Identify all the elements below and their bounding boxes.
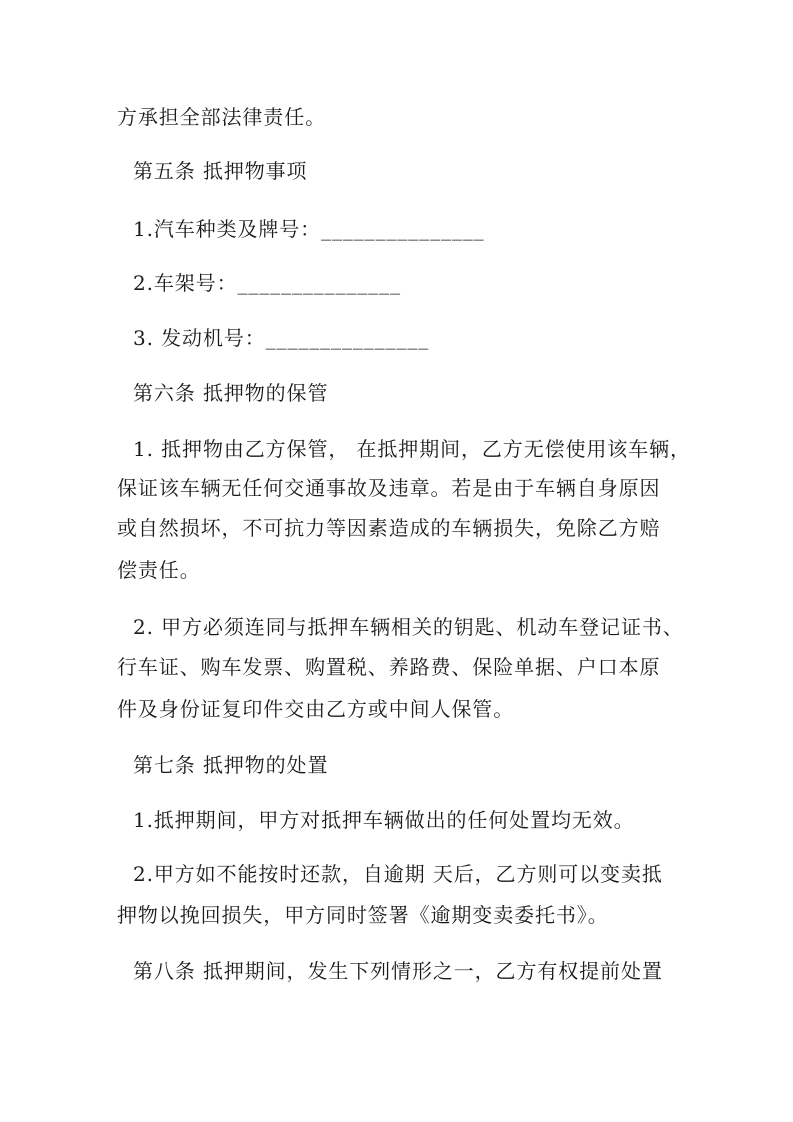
article-7-heading: 第七条 抵押物的处置: [133, 753, 329, 777]
paragraph-continuation: 方承担全部法律责任。: [117, 105, 326, 129]
article-7-item-2-line-1: 2.甲方如不能按时还款，自逾期 天后，乙方则可以变卖抵: [133, 862, 663, 886]
article-6-item-2-line-2: 行车证、购车发票、购置税、养路费、保险单据、户口本原: [117, 655, 661, 679]
article-6-item-1-line-1: 1. 抵押物由乙方保管， 在抵押期间，乙方无偿使用该车辆，: [133, 437, 691, 461]
article-6-item-2-line-3: 件及身份证复印件交由乙方或中间人保管。: [117, 697, 515, 721]
article-7-item-2-line-2: 押物以挽回损失，甲方同时签署《逾期变卖委托书》。: [117, 903, 609, 927]
article-6-item-1-line-3: 或自然损坏，不可抗力等因素造成的车辆损失，免除乙方赔: [117, 516, 661, 540]
item-engine-number: 3. 发动机号：_______________: [133, 326, 430, 350]
article-7-item-1: 1.抵押期间，甲方对抵押车辆做出的任何处置均无效。: [133, 808, 635, 832]
article-8-heading: 第八条 抵押期间，发生下列情形之一，乙方有权提前处置: [133, 959, 663, 983]
item-frame-number: 2.车架号：_______________: [133, 271, 401, 295]
article-6-heading: 第六条 抵押物的保管: [133, 381, 329, 405]
item-vehicle-type-plate: 1.汽车种类及牌号：_______________: [133, 217, 485, 241]
article-6-item-1-line-4: 偿责任。: [117, 558, 201, 582]
article-6-item-1-line-2: 保证该车辆无任何交通事故及违章。若是由于车辆自身原因: [117, 476, 661, 500]
article-5-heading: 第五条 抵押物事项: [133, 159, 308, 183]
article-6-item-2-line-1: 2. 甲方必须连同与抵押车辆相关的钥匙、机动车登记证书、: [133, 615, 684, 639]
